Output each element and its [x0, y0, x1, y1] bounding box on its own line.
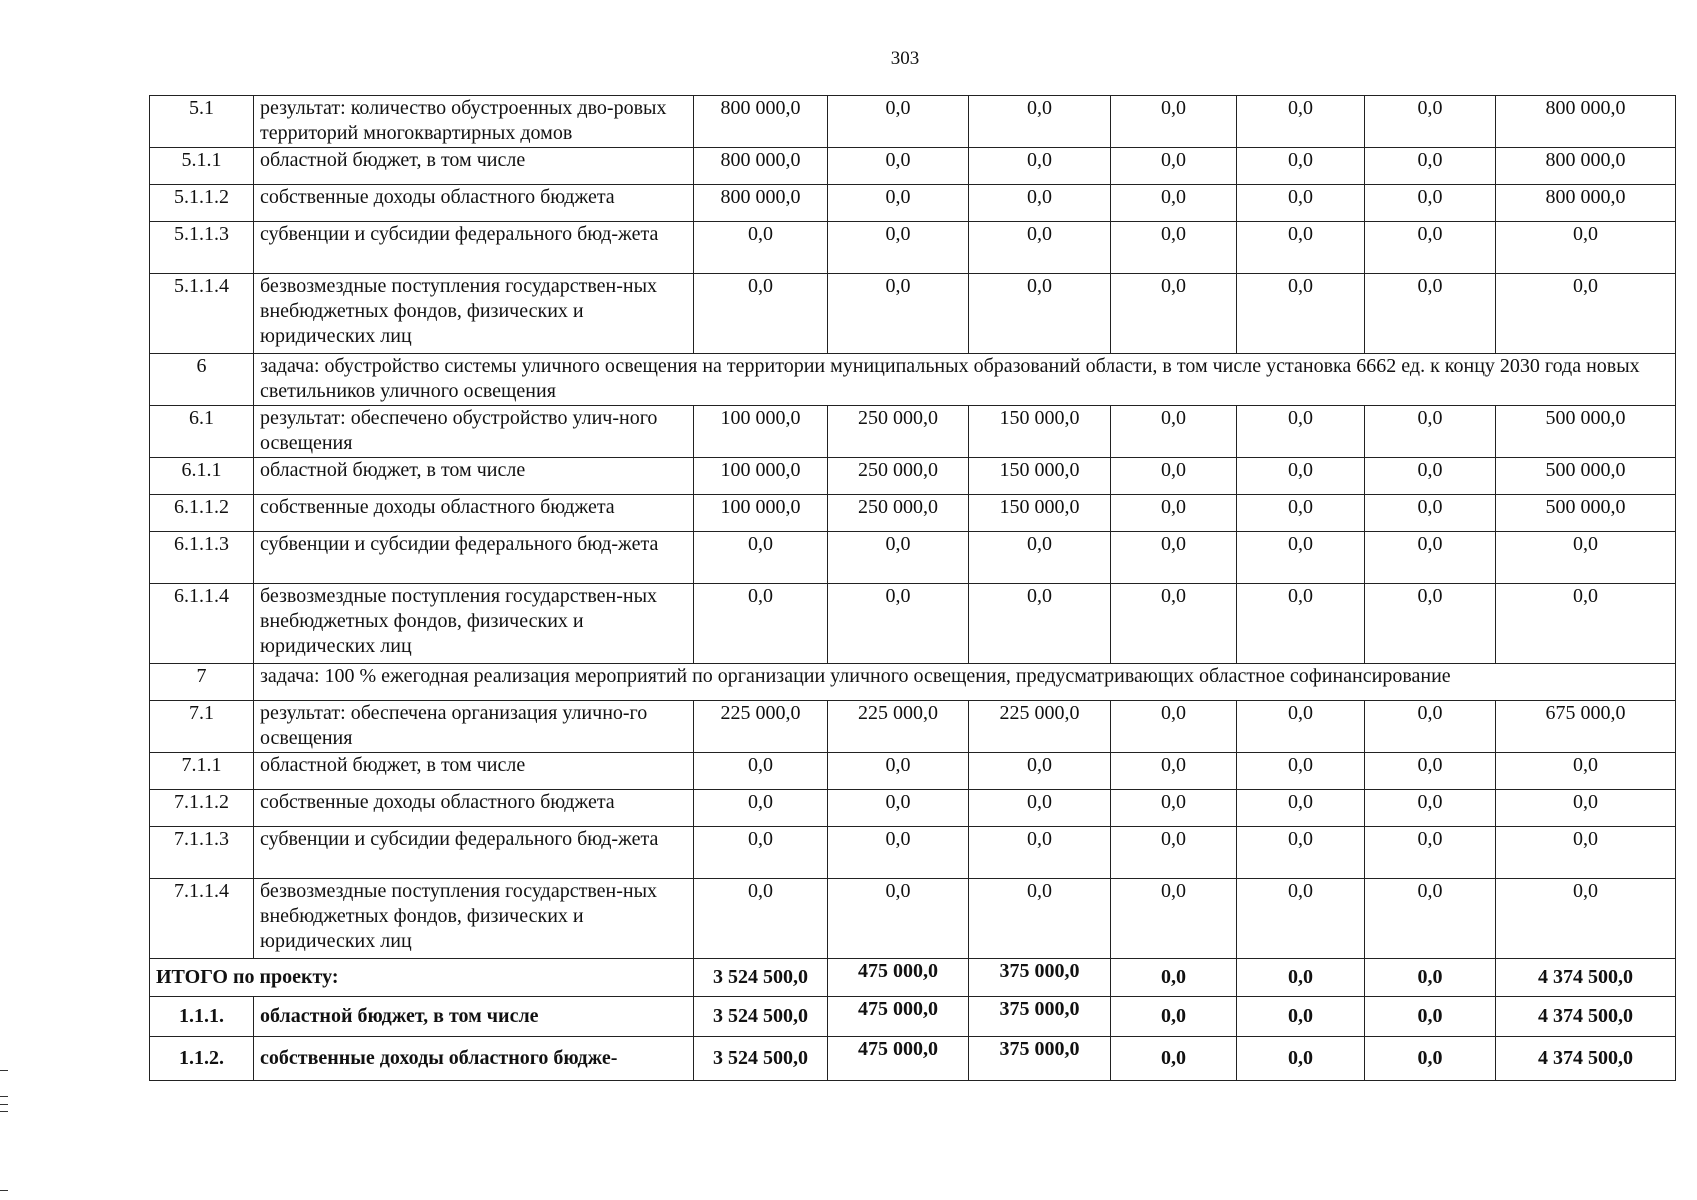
budget-table [149, 95, 1676, 1081]
value-cell: 0,0 [1111, 753, 1237, 790]
total-value-cell: 4 374 500,0 [1496, 959, 1676, 997]
value-cell: 100 000,0 [694, 495, 828, 532]
margin-mark [0, 1190, 8, 1191]
table-row [150, 584, 1676, 664]
value-cell: 0,0 [1237, 406, 1365, 458]
value-cell: 0,0 [694, 879, 828, 959]
value-cell: 0,0 [1365, 753, 1496, 790]
value-cell: 0,0 [694, 532, 828, 584]
row-code: 5.1.1 [150, 148, 254, 185]
total-value-cell: 375 000,0 [969, 1037, 1111, 1081]
table-row [150, 222, 1676, 274]
value-cell: 100 000,0 [694, 406, 828, 458]
row-code: 7.1.1.4 [150, 879, 254, 959]
value-cell: 0,0 [1496, 532, 1676, 584]
value-cell: 0,0 [828, 790, 969, 827]
value-cell: 0,0 [1365, 701, 1496, 753]
value-cell: 250 000,0 [828, 458, 969, 495]
row-code: 6.1.1.2 [150, 495, 254, 532]
value-cell: 0,0 [1111, 827, 1237, 879]
value-cell: 0,0 [1496, 879, 1676, 959]
total-value-cell: 0,0 [1237, 1037, 1365, 1081]
row-code: 7 [150, 664, 254, 701]
value-cell: 0,0 [1237, 96, 1365, 148]
row-description: областной бюджет, в том числе [254, 753, 694, 790]
total-value-cell: 0,0 [1111, 1037, 1237, 1081]
table-row [150, 827, 1676, 879]
value-cell: 0,0 [969, 96, 1111, 148]
total-value-cell: 4 374 500,0 [1496, 1037, 1676, 1081]
row-description: областной бюджет, в том числе [254, 997, 694, 1037]
value-cell: 0,0 [969, 827, 1111, 879]
total-value-cell: 0,0 [1111, 959, 1237, 997]
value-cell: 0,0 [828, 584, 969, 664]
total-value-cell: 0,0 [1365, 997, 1496, 1037]
row-code: 6 [150, 354, 254, 406]
value-cell: 0,0 [1496, 827, 1676, 879]
table-row [150, 274, 1676, 354]
value-cell: 0,0 [1365, 827, 1496, 879]
row-code: 1.1.2. [150, 1037, 254, 1081]
value-cell: 0,0 [1237, 495, 1365, 532]
total-row [150, 997, 1676, 1037]
total-value-cell: 375 000,0 [969, 997, 1111, 1037]
value-cell: 0,0 [694, 274, 828, 354]
total-value-cell: 375 000,0 [969, 959, 1111, 997]
margin-mark [0, 1111, 8, 1112]
row-description: субвенции и субсидии федерального бюд-жета [254, 827, 694, 879]
value-cell: 0,0 [1496, 274, 1676, 354]
value-cell: 0,0 [1237, 790, 1365, 827]
value-cell: 0,0 [969, 148, 1111, 185]
total-value-cell: 0,0 [1365, 1037, 1496, 1081]
value-cell: 0,0 [1111, 584, 1237, 664]
row-code: 5.1.1.2 [150, 185, 254, 222]
value-cell: 0,0 [1237, 458, 1365, 495]
table-row [150, 495, 1676, 532]
value-cell: 0,0 [1365, 96, 1496, 148]
value-cell: 0,0 [1111, 879, 1237, 959]
value-cell: 0,0 [828, 222, 969, 274]
value-cell: 0,0 [1237, 879, 1365, 959]
row-code: 7.1.1.3 [150, 827, 254, 879]
row-code: 7.1.1 [150, 753, 254, 790]
value-cell: 0,0 [1496, 222, 1676, 274]
value-cell: 0,0 [1365, 532, 1496, 584]
value-cell: 250 000,0 [828, 406, 969, 458]
total-value-cell: 3 524 500,0 [694, 1037, 828, 1081]
value-cell: 225 000,0 [828, 701, 969, 753]
table-row [150, 879, 1676, 959]
row-description: собственные доходы областного бюдже- [254, 1037, 694, 1081]
margin-mark [0, 1104, 8, 1105]
table-row [150, 148, 1676, 185]
value-cell: 0,0 [1496, 753, 1676, 790]
table-row [150, 96, 1676, 148]
row-description: областной бюджет, в том числе [254, 148, 694, 185]
row-code: 5.1.1.3 [150, 222, 254, 274]
value-cell: 0,0 [1365, 458, 1496, 495]
value-cell: 0,0 [1111, 222, 1237, 274]
table-row [150, 185, 1676, 222]
value-cell: 800 000,0 [694, 96, 828, 148]
value-cell: 0,0 [1111, 185, 1237, 222]
value-cell: 0,0 [1237, 185, 1365, 222]
value-cell: 0,0 [969, 185, 1111, 222]
row-description: собственные доходы областного бюджета [254, 495, 694, 532]
value-cell: 0,0 [1111, 406, 1237, 458]
value-cell: 0,0 [828, 753, 969, 790]
task-row [150, 354, 1676, 406]
total-value-cell: 3 524 500,0 [694, 997, 828, 1037]
value-cell: 0,0 [1365, 148, 1496, 185]
value-cell: 0,0 [1496, 584, 1676, 664]
table-row [150, 790, 1676, 827]
margin-mark [0, 1096, 8, 1097]
row-description: результат: обеспечено обустройство улич-ного освещения [254, 406, 694, 458]
value-cell: 0,0 [828, 532, 969, 584]
page-number: 303 [890, 48, 920, 69]
table-row [150, 458, 1676, 495]
row-description: субвенции и субсидии федерального бюд-жета [254, 532, 694, 584]
row-description: безвозмездные поступления государствен-ных внебюджетных фондов, физических и юридических лиц [254, 584, 694, 664]
value-cell: 0,0 [969, 222, 1111, 274]
value-cell: 0,0 [1237, 222, 1365, 274]
value-cell: 0,0 [828, 827, 969, 879]
value-cell: 0,0 [1237, 532, 1365, 584]
row-code: 6.1.1.4 [150, 584, 254, 664]
row-code: 6.1.1.3 [150, 532, 254, 584]
value-cell: 500 000,0 [1496, 458, 1676, 495]
value-cell: 225 000,0 [969, 701, 1111, 753]
row-description: безвозмездные поступления государствен-ных внебюджетных фондов, физических и юридических лиц [254, 274, 694, 354]
value-cell: 800 000,0 [1496, 185, 1676, 222]
total-value-cell: 0,0 [1111, 997, 1237, 1037]
total-value-cell: 4 374 500,0 [1496, 997, 1676, 1037]
table-row [150, 406, 1676, 458]
value-cell: 0,0 [828, 185, 969, 222]
value-cell: 500 000,0 [1496, 495, 1676, 532]
row-description: результат: количество обустроенных дво-ровых территорий многоквартирных домов [254, 96, 694, 148]
value-cell: 0,0 [1365, 274, 1496, 354]
row-description: областной бюджет, в том числе [254, 458, 694, 495]
value-cell: 0,0 [828, 274, 969, 354]
value-cell: 150 000,0 [969, 495, 1111, 532]
row-code: 5.1.1.4 [150, 274, 254, 354]
value-cell: 0,0 [1111, 274, 1237, 354]
row-code: 6.1.1 [150, 458, 254, 495]
total-value-cell: 475 000,0 [828, 1037, 969, 1081]
task-text: задача: обустройство системы уличного освещения на территории муниципальных образований области, в том числе установка 6662 ед. к концу 2030 года новых светильников уличного освещения [254, 354, 1676, 406]
value-cell: 0,0 [1237, 584, 1365, 664]
value-cell: 0,0 [1111, 96, 1237, 148]
value-cell: 225 000,0 [694, 701, 828, 753]
table-row [150, 753, 1676, 790]
total-value-cell: 0,0 [1365, 959, 1496, 997]
task-row [150, 664, 1676, 701]
row-code: 7.1 [150, 701, 254, 753]
value-cell: 800 000,0 [1496, 96, 1676, 148]
value-cell: 0,0 [969, 879, 1111, 959]
task-text: задача: 100 % ежегодная реализация мероприятий по организации уличного освещения, предусматривающих областное софинансирование [254, 664, 1676, 701]
value-cell: 0,0 [828, 148, 969, 185]
value-cell: 800 000,0 [694, 148, 828, 185]
row-description: собственные доходы областного бюджета [254, 790, 694, 827]
value-cell: 0,0 [969, 532, 1111, 584]
value-cell: 0,0 [969, 753, 1111, 790]
total-value-cell: 0,0 [1237, 959, 1365, 997]
margin-mark [0, 1070, 8, 1071]
value-cell: 0,0 [694, 790, 828, 827]
total-value-cell: 475 000,0 [828, 997, 969, 1037]
value-cell: 100 000,0 [694, 458, 828, 495]
value-cell: 0,0 [969, 584, 1111, 664]
value-cell: 0,0 [694, 584, 828, 664]
value-cell: 0,0 [1496, 790, 1676, 827]
value-cell: 150 000,0 [969, 458, 1111, 495]
value-cell: 500 000,0 [1496, 406, 1676, 458]
total-label: ИТОГО по проекту: [150, 959, 694, 997]
value-cell: 0,0 [1365, 879, 1496, 959]
value-cell: 0,0 [1111, 148, 1237, 185]
total-row [150, 1037, 1676, 1081]
value-cell: 0,0 [1237, 701, 1365, 753]
total-value-cell: 0,0 [1237, 997, 1365, 1037]
value-cell: 0,0 [1365, 185, 1496, 222]
value-cell: 0,0 [828, 879, 969, 959]
row-description: безвозмездные поступления государствен-ных внебюджетных фондов, физических и юридических лиц [254, 879, 694, 959]
value-cell: 0,0 [1365, 222, 1496, 274]
total-row [150, 959, 1676, 997]
value-cell: 150 000,0 [969, 406, 1111, 458]
table-row [150, 701, 1676, 753]
row-code: 5.1 [150, 96, 254, 148]
value-cell: 0,0 [1237, 148, 1365, 185]
total-value-cell: 475 000,0 [828, 959, 969, 997]
value-cell: 0,0 [1365, 584, 1496, 664]
row-description: субвенции и субсидии федерального бюд-жета [254, 222, 694, 274]
value-cell: 0,0 [969, 274, 1111, 354]
row-code: 1.1.1. [150, 997, 254, 1037]
value-cell: 0,0 [1111, 701, 1237, 753]
value-cell: 0,0 [1111, 790, 1237, 827]
value-cell: 0,0 [1111, 532, 1237, 584]
value-cell: 0,0 [1111, 458, 1237, 495]
total-value-cell: 3 524 500,0 [694, 959, 828, 997]
value-cell: 0,0 [969, 790, 1111, 827]
row-description: собственные доходы областного бюджета [254, 185, 694, 222]
value-cell: 0,0 [694, 222, 828, 274]
value-cell: 0,0 [1365, 406, 1496, 458]
value-cell: 0,0 [828, 96, 969, 148]
table-row [150, 532, 1676, 584]
value-cell: 0,0 [1237, 274, 1365, 354]
value-cell: 0,0 [1365, 790, 1496, 827]
value-cell: 0,0 [1237, 753, 1365, 790]
value-cell: 0,0 [1365, 495, 1496, 532]
value-cell: 0,0 [694, 753, 828, 790]
value-cell: 800 000,0 [1496, 148, 1676, 185]
value-cell: 675 000,0 [1496, 701, 1676, 753]
row-code: 6.1 [150, 406, 254, 458]
row-code: 7.1.1.2 [150, 790, 254, 827]
value-cell: 0,0 [694, 827, 828, 879]
value-cell: 250 000,0 [828, 495, 969, 532]
row-description: результат: обеспечена организация улично-го освещения [254, 701, 694, 753]
value-cell: 0,0 [1237, 827, 1365, 879]
value-cell: 0,0 [1111, 495, 1237, 532]
value-cell: 800 000,0 [694, 185, 828, 222]
